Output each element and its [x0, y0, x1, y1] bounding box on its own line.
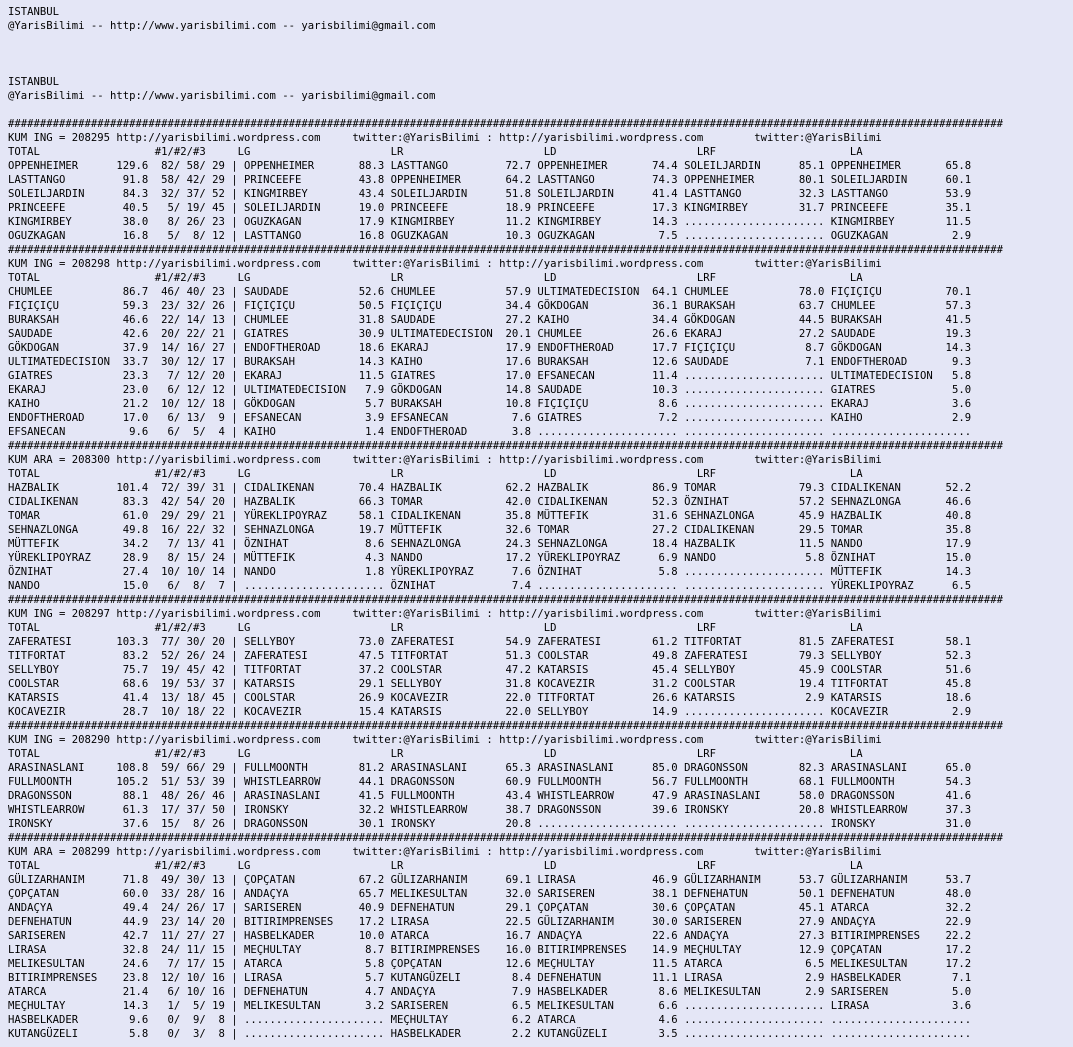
table-row: BITIRIMPRENSES 23.8 12/ 10/ 16 | LIRASA 5.7 KUTANGÜZELI 8.4 DEFNEHATUN 11.1 LIRASA 2.9 HASBELKADER 7.1: [8, 972, 972, 984]
table-row: COOLSTAR 68.6 19/ 53/ 37 | KATARSIS 29.1 SELLYBOY 31.8 KOCAVEZIR 31.2 COOLSTAR 19.4 TITFORTAT 45.8: [8, 678, 972, 690]
header-city-repeat: ISTANBUL: [8, 76, 60, 88]
table-row: GIATRES 23.3 7/ 12/ 20 | EKARAJ 11.5 GIATRES 17.0 EFSANECAN 11.4 ...................... ULTIMATEDECISION 5.8: [8, 370, 972, 382]
table-row: KOCAVEZIR 28.7 10/ 18/ 22 | KOCAVEZIR 15.4 KATARSIS 22.0 SELLYBOY 14.9 ...................... KOCAVEZIR 2.9: [8, 706, 972, 718]
header-contact: @YarisBilimi -- http://www.yarisbilimi.com -- yarisbilimi@gmail.com: [8, 20, 436, 32]
race-title: KUM ING = 208295 http://yarisbilimi.wordpress.com twitter:@YarisBilimi : http://yarisbilimi.wordpress.com twitter:@YarisBilimi: [8, 132, 882, 144]
race-tables: [8, 118, 1003, 1040]
column-headers: TOTAL #1/#2/#3 LG LR LD LRF LA: [8, 146, 863, 158]
table-row: SELLYBOY 75.7 19/ 45/ 42 | TITFORTAT 37.2 COOLSTAR 47.2 KATARSIS 45.4 SELLYBOY 45.9 COOLSTAR 51.6: [8, 664, 972, 676]
table-row: EKARAJ 23.0 6/ 12/ 12 | ULTIMATEDECISION 7.9 GÖKDOGAN 14.8 SAUDADE 10.3 ...................... GIATRES 5.0: [8, 384, 972, 396]
table-row: GÖKDOGAN 37.9 14/ 16/ 27 | ENDOFTHEROAD 18.6 EKARAJ 17.9 ENDOFTHEROAD 17.7 FIÇIÇIÇU 8.7 GÖKDOGAN 14.3: [8, 342, 972, 354]
table-row: SOLEILJARDIN 84.3 32/ 37/ 52 | KINGMIRBEY 43.4 SOLEILJARDIN 51.8 SOLEILJARDIN 41.4 LASTTANGO 32.3 LASTTANGO 53.9: [8, 188, 972, 200]
column-headers: TOTAL #1/#2/#3 LG LR LD LRF LA: [8, 468, 863, 480]
race-title: KUM ING = 208298 http://yarisbilimi.wordpress.com twitter:@YarisBilimi : http://yarisbilimi.wordpress.com twitter:@YarisBilimi: [8, 258, 882, 270]
table-row: KATARSIS 41.4 13/ 18/ 45 | COOLSTAR 26.9 KOCAVEZIR 22.0 TITFORTAT 26.6 KATARSIS 2.9 KATARSIS 18.6: [8, 692, 972, 704]
race-title: KUM ING = 208290 http://yarisbilimi.wordpress.com twitter:@YarisBilimi : http://yarisbilimi.wordpress.com twitter:@YarisBilimi: [8, 734, 882, 746]
table-row: ÇOPÇATAN 60.0 33/ 28/ 16 | ANDAÇYA 65.7 MELIKESULTAN 32.0 SARISEREN 38.1 DEFNEHATUN 50.1 DEFNEHATUN 48.0: [8, 888, 972, 900]
table-row: HAZBALIK 101.4 72/ 39/ 31 | CIDALIKENAN 70.4 HAZBALIK 62.2 HAZBALIK 86.9 TOMAR 79.3 CIDALIKENAN 52.2: [8, 482, 972, 494]
table-row: FIÇIÇIÇU 59.3 23/ 32/ 26 | FIÇIÇIÇU 50.5 FIÇIÇIÇU 34.4 GÖKDOGAN 36.1 BURAKSAH 63.7 CHUMLEE 57.3: [8, 300, 972, 312]
table-row: BURAKSAH 46.6 22/ 14/ 13 | CHUMLEE 31.8 SAUDADE 27.2 KAIHO 34.4 GÖKDOGAN 44.5 BURAKSAH 41.5: [8, 314, 972, 326]
table-row: KUTANGÜZELI 5.8 0/ 3/ 8 | ...................... HASBELKADER 2.2 KUTANGÜZELI 3.5 ...................... ......................: [8, 1028, 972, 1040]
table-row: YÜREKLIPOYRAZ 28.9 8/ 15/ 24 | MÜTTEFIK 4.3 NANDO 17.2 YÜREKLIPOYRAZ 6.9 NANDO 5.8 ÖZNIHAT 15.0: [8, 552, 972, 564]
table-row: ENDOFTHEROAD 17.0 6/ 13/ 9 | EFSANECAN 3.9 EFSANECAN 7.6 GIATRES 7.2 ...................... KAIHO 2.9: [8, 412, 972, 424]
table-row: KINGMIRBEY 38.0 8/ 26/ 23 | OGUZKAGAN 17.9 KINGMIRBEY 11.2 KINGMIRBEY 14.3 ...................... KINGMIRBEY 11.5: [8, 216, 972, 228]
table-row: MELIKESULTAN 24.6 7/ 17/ 15 | ATARCA 5.8 ÇOPÇATAN 12.6 MEÇHULTAY 11.5 ATARCA 6.5 MELIKESULTAN 17.2: [8, 958, 972, 970]
table-row: GÜLIZARHANIM 71.8 49/ 30/ 13 | ÇOPÇATAN 67.2 GÜLIZARHANIM 69.1 LIRASA 46.9 GÜLIZARHANIM 53.7 GÜLIZARHANIM 53.7: [8, 874, 972, 886]
table-row: EFSANECAN 9.6 6/ 5/ 4 | KAIHO 1.4 ENDOFTHEROAD 3.8 ...................... ...................... ......................: [8, 426, 972, 438]
separator-line: ############################################################################################################################################################: [8, 832, 1003, 844]
table-row: ATARCA 21.4 6/ 10/ 16 | DEFNEHATUN 4.7 ANDAÇYA 7.9 HASBELKADER 8.6 MELIKESULTAN 2.9 SARISEREN 5.0: [8, 986, 972, 998]
table-row: DRAGONSSON 88.1 48/ 26/ 46 | ARASINASLANI 41.5 FULLMOONTH 43.4 WHISTLEARROW 47.9 ARASINASLANI 58.0 DRAGONSSON 41.6: [8, 790, 972, 802]
column-headers: TOTAL #1/#2/#3 LG LR LD LRF LA: [8, 748, 863, 760]
table-row: ULTIMATEDECISION 33.7 30/ 12/ 17 | BURAKSAH 14.3 KAIHO 17.6 BURAKSAH 12.6 SAUDADE 7.1 ENDOFTHEROAD 9.3: [8, 356, 972, 368]
race-title: KUM ARA = 208299 http://yarisbilimi.wordpress.com twitter:@YarisBilimi : http://yarisbilimi.wordpress.com twitter:@YarisBilimi: [8, 846, 882, 858]
table-row: ZAFERATESI 103.3 77/ 30/ 20 | SELLYBOY 73.0 ZAFERATESI 54.9 ZAFERATESI 61.2 TITFORTAT 81.5 ZAFERATESI 58.1: [8, 636, 972, 648]
table-row: TOMAR 61.0 29/ 29/ 21 | YÜREKLIPOYRAZ 58.1 CIDALIKENAN 35.8 MÜTTEFIK 31.6 SEHNAZLONGA 45.9 HAZBALIK 40.8: [8, 510, 972, 522]
table-row: ARASINASLANI 108.8 59/ 66/ 29 | FULLMOONTH 81.2 ARASINASLANI 65.3 ARASINASLANI 85.0 DRAGONSSON 82.3 ARASINASLANI 65.0: [8, 762, 972, 774]
header-city: ISTANBUL: [8, 6, 60, 18]
table-row: MÜTTEFIK 34.2 7/ 13/ 41 | ÖZNIHAT 8.6 SEHNAZLONGA 24.3 SEHNAZLONGA 18.4 HAZBALIK 11.5 NANDO 17.9: [8, 538, 972, 550]
table-row: PRINCEEFE 40.5 5/ 19/ 45 | SOLEILJARDIN 19.0 PRINCEEFE 18.9 PRINCEEFE 17.3 KINGMIRBEY 31.7 PRINCEEFE 35.1: [8, 202, 972, 214]
table-row: IRONSKY 37.6 15/ 8/ 26 | DRAGONSSON 30.1 IRONSKY 20.8 ...................... ...................... IRONSKY 31.0: [8, 818, 972, 830]
race-title: KUM ARA = 208300 http://yarisbilimi.wordpress.com twitter:@YarisBilimi : http://yarisbilimi.wordpress.com twitter:@YarisBilimi: [8, 454, 882, 466]
table-row: KAIHO 21.2 10/ 12/ 18 | GÖKDOGAN 5.7 BURAKSAH 10.8 FIÇIÇIÇU 8.6 ...................... EKARAJ 3.6: [8, 398, 972, 410]
table-row: CHUMLEE 86.7 46/ 40/ 23 | SAUDADE 52.6 CHUMLEE 57.9 ULTIMATEDECISION 64.1 CHUMLEE 78.0 FIÇIÇIÇU 70.1: [8, 286, 972, 298]
table-row: SEHNAZLONGA 49.8 16/ 22/ 32 | SEHNAZLONGA 19.7 MÜTTEFIK 32.6 TOMAR 27.2 CIDALIKENAN 29.5 TOMAR 35.8: [8, 524, 972, 536]
table-row: SARISEREN 42.7 11/ 27/ 27 | HASBELKADER 10.0 ATARCA 16.7 ANDAÇYA 22.6 ANDAÇYA 27.3 BITIRIMPRENSES 22.2: [8, 930, 972, 942]
table-row: CIDALIKENAN 83.3 42/ 54/ 20 | HAZBALIK 66.3 TOMAR 42.0 CIDALIKENAN 52.3 ÖZNIHAT 57.2 SEHNAZLONGA 46.6: [8, 496, 972, 508]
table-row: TITFORTAT 83.2 52/ 26/ 24 | ZAFERATESI 47.5 TITFORTAT 51.3 COOLSTAR 49.8 ZAFERATESI 79.3 SELLYBOY 52.3: [8, 650, 972, 662]
table-row: OPPENHEIMER 129.6 82/ 58/ 29 | OPPENHEIMER 88.3 LASTTANGO 72.7 OPPENHEIMER 74.4 SOLEILJARDIN 85.1 OPPENHEIMER 65.8: [8, 160, 972, 172]
separator-line: ############################################################################################################################################################: [8, 720, 1003, 732]
table-row: WHISTLEARROW 61.3 17/ 37/ 50 | IRONSKY 32.2 WHISTLEARROW 38.7 DRAGONSSON 39.6 IRONSKY 20.8 WHISTLEARROW 37.3: [8, 804, 972, 816]
table-row: ÖZNIHAT 27.4 10/ 10/ 14 | NANDO 1.8 YÜREKLIPOYRAZ 7.6 ÖZNIHAT 5.8 ...................... MÜTTEFIK 14.3: [8, 566, 972, 578]
column-headers: TOTAL #1/#2/#3 LG LR LD LRF LA: [8, 272, 863, 284]
table-row: LIRASA 32.8 24/ 11/ 15 | MEÇHULTAY 8.7 BITIRIMPRENSES 16.0 BITIRIMPRENSES 14.9 MEÇHULTAY 12.9 ÇOPÇATAN 17.2: [8, 944, 972, 956]
separator-line: ############################################################################################################################################################: [8, 244, 1003, 256]
separator-line: ############################################################################################################################################################: [8, 118, 1003, 130]
table-row: NANDO 15.0 6/ 8/ 7 | ...................... ÖZNIHAT 7.4 ...................... ...................... YÜREKLIPOYRAZ 6.5: [8, 580, 972, 592]
table-row: HASBELKADER 9.6 0/ 9/ 8 | ...................... MEÇHULTAY 6.2 ATARCA 4.6 ...................... ......................: [8, 1014, 972, 1026]
separator-line: ############################################################################################################################################################: [8, 594, 1003, 606]
table-row: ANDAÇYA 49.4 24/ 26/ 17 | SARISEREN 40.9 DEFNEHATUN 29.1 ÇOPÇATAN 30.6 ÇOPÇATAN 45.1 ATARCA 32.2: [8, 902, 972, 914]
column-headers: TOTAL #1/#2/#3 LG LR LD LRF LA: [8, 622, 863, 634]
header-contact-repeat: @YarisBilimi -- http://www.yarisbilimi.com -- yarisbilimi@gmail.com: [8, 90, 436, 102]
race-title: KUM ING = 208297 http://yarisbilimi.wordpress.com twitter:@YarisBilimi : http://yarisbilimi.wordpress.com twitter:@YarisBilimi: [8, 608, 882, 620]
table-row: MEÇHULTAY 14.3 1/ 5/ 19 | MELIKESULTAN 3.2 SARISEREN 6.5 MELIKESULTAN 6.6 ...................... LIRASA 3.6: [8, 1000, 972, 1012]
table-row: SAUDADE 42.6 20/ 22/ 21 | GIATRES 30.9 ULTIMATEDECISION 20.1 CHUMLEE 26.6 EKARAJ 27.2 SAUDADE 19.3: [8, 328, 972, 340]
table-row: LASTTANGO 91.8 58/ 42/ 29 | PRINCEEFE 43.8 OPPENHEIMER 64.2 LASTTANGO 74.3 OPPENHEIMER 80.1 SOLEILJARDIN 60.1: [8, 174, 972, 186]
table-row: FULLMOONTH 105.2 51/ 53/ 39 | WHISTLEARROW 44.1 DRAGONSSON 60.9 FULLMOONTH 56.7 FULLMOONTH 68.1 FULLMOONTH 54.3: [8, 776, 972, 788]
column-headers: TOTAL #1/#2/#3 LG LR LD LRF LA: [8, 860, 863, 872]
table-row: DEFNEHATUN 44.9 23/ 14/ 20 | BITIRIMPRENSES 17.2 LIRASA 22.5 GÜLIZARHANIM 30.0 SARISEREN 27.9 ANDAÇYA 22.9: [8, 916, 972, 928]
table-row: OGUZKAGAN 16.8 5/ 8/ 12 | LASTTANGO 16.8 OGUZKAGAN 10.3 OGUZKAGAN 7.5 ...................... OGUZKAGAN 2.9: [8, 230, 972, 242]
separator-line: ############################################################################################################################################################: [8, 440, 1003, 452]
